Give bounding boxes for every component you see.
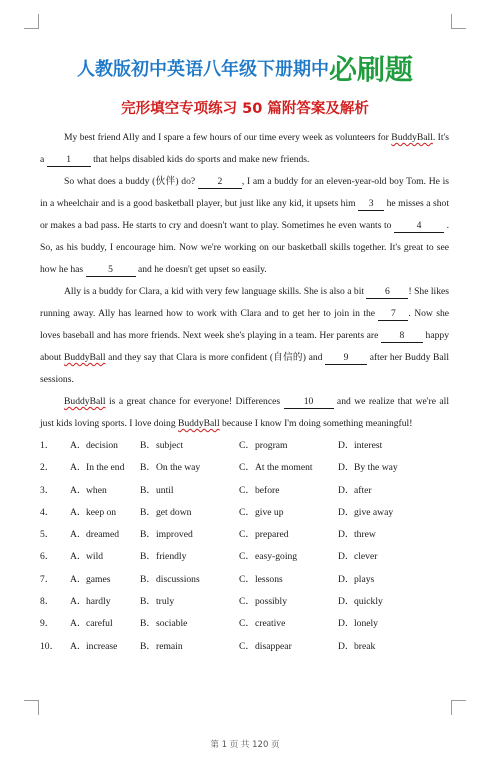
header-title-main: 人教版初中英语八年级下册期中 [76, 59, 329, 80]
question-number: 2． [40, 462, 55, 474]
option-text: games [86, 573, 111, 585]
crop-mark-top-left [24, 14, 39, 29]
option-text: On the way [156, 462, 201, 474]
document-header [0, 48, 490, 84]
passage-text: he misses a shot or makes a bad pass. He starts to cry and doesn't want to play. Sometimes he even wants to [40, 198, 449, 231]
question-number: 9． [40, 618, 55, 630]
option-text: when [86, 484, 107, 496]
option-letter: D． [338, 440, 355, 451]
question-number: 5． [40, 529, 55, 541]
option-letter: D． [338, 484, 355, 496]
option-letter: A． [70, 529, 87, 541]
passage-text: My best friend Ally and I spare a few hours of our time every week as volunteers for [64, 132, 392, 143]
crop-mark-bottom-right [451, 700, 466, 715]
option-text: improved [156, 529, 193, 541]
question-number: 3． [40, 484, 55, 496]
option-letter: A． [70, 573, 87, 585]
blank-2: 2 [198, 176, 242, 189]
option-row [40, 569, 449, 591]
option-letter: B． [140, 573, 156, 585]
option-text: after [354, 484, 372, 496]
option-row [40, 636, 449, 658]
option-letter: B． [140, 484, 156, 496]
passage-text: that helps disabled kids do sports and make new friends. [90, 154, 310, 165]
blank-5: 5 [86, 264, 136, 277]
blank-4: 4 [394, 220, 444, 233]
option-c [239, 457, 338, 479]
option-letter: D． [338, 640, 355, 652]
answer-options [40, 435, 449, 658]
option-d [338, 457, 418, 479]
option-letter: C． [239, 529, 255, 541]
passage-text: . It's a [40, 132, 450, 165]
passage-paragraph-2 [40, 171, 449, 281]
option-letter: C． [239, 484, 255, 496]
option-b [140, 524, 239, 546]
passage-text: So what does a buddy (伙伴) do? [64, 176, 198, 187]
passage-paragraph-4 [40, 391, 449, 435]
option-letter: A． [70, 440, 87, 451]
option-d [338, 524, 418, 546]
option-row [40, 613, 449, 635]
option-text: easy-going [255, 551, 298, 563]
option-a [70, 524, 140, 546]
option-text: truly [156, 596, 175, 608]
option-letter: A． [70, 618, 87, 630]
option-letter: C． [239, 573, 255, 585]
option-letter: D． [338, 462, 355, 474]
option-letter: B． [140, 618, 156, 630]
option-text: interest [354, 440, 383, 451]
option-c [239, 591, 338, 613]
passage-text: is a great chance for everyone! Differences [105, 396, 284, 407]
option-letter: B． [140, 462, 156, 474]
blank-10: 10 [284, 396, 334, 409]
option-letter: D． [338, 618, 355, 630]
option-a [70, 435, 140, 457]
option-text: clever [354, 551, 378, 563]
option-letter: C． [239, 462, 255, 474]
passage-text: happy about [40, 330, 449, 363]
option-text: possibly [255, 596, 287, 608]
blank-3: 3 [358, 198, 384, 211]
option-text: quickly [354, 596, 383, 608]
option-text: increase [86, 640, 118, 652]
question-number: 10． [40, 640, 60, 652]
option-letter: D． [338, 551, 355, 563]
option-c [239, 480, 338, 502]
option-text: give away [354, 506, 394, 518]
option-c [239, 636, 338, 658]
option-text: remain [156, 640, 183, 652]
option-text: prepared [255, 529, 289, 541]
option-a [70, 502, 140, 524]
option-text: keep on [86, 506, 117, 518]
option-d [338, 569, 418, 591]
option-letter: B． [140, 506, 156, 518]
blank-8: 8 [381, 330, 423, 343]
option-text: get down [156, 506, 192, 518]
option-text: plays [354, 573, 375, 585]
brand-name: BuddyBall [178, 418, 220, 429]
option-text: before [255, 484, 280, 496]
passage-text: , I am a buddy for an eleven-year-old boy Tom. He is in a wheelchair and is a good basketball player, but just like any kid, it upsets him [40, 176, 449, 209]
option-text: In the end [86, 462, 125, 474]
option-text: disappear [255, 640, 292, 652]
option-letter: D． [338, 573, 355, 585]
option-letter: C． [239, 596, 255, 608]
document-subtitle: 完形填空专项练习 50 篇附答案及解析 [121, 101, 369, 117]
option-letter: A． [70, 506, 87, 518]
passage-text: Ally is a buddy for Clara, a kid with very few language skills. She is also a bit [64, 286, 367, 297]
passage-paragraph-1 [40, 127, 449, 171]
option-letter: A． [70, 551, 87, 563]
option-d [338, 435, 418, 457]
option-letter: A． [70, 596, 87, 608]
page-footer: 第 1 页 共 120 页 [210, 740, 280, 750]
option-text: careful [86, 618, 113, 630]
option-b [140, 435, 239, 457]
option-letter: B． [140, 596, 156, 608]
question-number: 1． [40, 440, 55, 451]
option-text: lessons [255, 573, 283, 585]
option-text: friendly [156, 551, 187, 563]
brand-name: BuddyBall [64, 396, 106, 407]
option-c [239, 502, 338, 524]
option-a [70, 569, 140, 591]
option-b [140, 591, 239, 613]
option-d [338, 636, 418, 658]
option-b [140, 569, 239, 591]
option-letter: C． [239, 618, 255, 630]
option-letter: C． [239, 440, 255, 451]
option-d [338, 502, 418, 524]
option-a [70, 457, 140, 479]
option-letter: C． [239, 506, 255, 518]
passage-text: and we realize that we're all just kids loving sports. I love doing [40, 396, 449, 429]
header-title-emphasis: 必刷题 [328, 53, 413, 86]
option-a [70, 480, 140, 502]
passage-text: and he doesn't get upset so easily. [135, 264, 267, 275]
option-text: program [255, 440, 288, 451]
passage-paragraph-3 [40, 281, 449, 391]
option-text: creative [255, 618, 286, 630]
crop-mark-top-right [451, 14, 466, 29]
option-a [70, 636, 140, 658]
option-text: threw [354, 529, 376, 541]
exercise-body [40, 127, 449, 658]
option-d [338, 591, 418, 613]
option-d [338, 480, 418, 502]
option-text: subject [156, 440, 184, 451]
passage-text: and they say that Clara is more confident (自信的) and [105, 352, 326, 363]
passage-text: . Now she loves baseball and has more friends. Next week she's playing in a team. Her parents are [40, 308, 449, 341]
question-number: 4． [40, 506, 55, 518]
option-letter: C． [239, 640, 255, 652]
crop-mark-bottom-left [24, 700, 39, 715]
option-row [40, 457, 449, 479]
option-text: until [156, 484, 174, 496]
option-a [70, 546, 140, 568]
option-text: discussions [156, 573, 200, 585]
passage-text: ! She likes running away. Ally has learned how to work with Clara and to get her to join in the [40, 286, 449, 319]
blank-6: 6 [366, 286, 408, 299]
option-text: hardly [86, 596, 111, 608]
blank-7: 7 [378, 308, 408, 321]
option-c [239, 546, 338, 568]
question-number: 6． [40, 551, 55, 563]
option-text: By the way [354, 462, 398, 474]
option-text: decision [86, 440, 118, 451]
option-a [70, 613, 140, 635]
blank-1: 1 [47, 154, 91, 167]
option-d [338, 613, 418, 635]
option-text: dreamed [86, 529, 120, 541]
question-number: 8． [40, 596, 55, 608]
option-c [239, 524, 338, 546]
option-letter: A． [70, 462, 87, 474]
question-number: 7． [40, 573, 55, 585]
option-b [140, 546, 239, 568]
passage-text: because I know I'm doing something meaningful! [219, 418, 413, 429]
option-a [70, 591, 140, 613]
option-c [239, 613, 338, 635]
option-letter: D． [338, 529, 355, 541]
option-text: give up [255, 506, 284, 518]
option-letter: C． [239, 551, 255, 563]
option-text: break [354, 640, 376, 652]
option-b [140, 457, 239, 479]
brand-name: BuddyBall [63, 352, 106, 363]
option-letter: B． [140, 551, 156, 563]
option-letter: D． [338, 506, 355, 518]
option-row [40, 591, 449, 613]
option-row [40, 524, 449, 546]
option-text: At the moment [255, 462, 313, 474]
option-c [239, 569, 338, 591]
option-text: sociable [156, 618, 188, 630]
option-b [140, 502, 239, 524]
option-row [40, 502, 449, 524]
option-text: lonely [354, 618, 378, 630]
option-b [140, 636, 239, 658]
option-letter: A． [70, 640, 87, 652]
option-letter: A． [70, 484, 87, 496]
option-row [40, 480, 449, 502]
option-c [239, 435, 338, 457]
passage-text: after her Buddy Ball sessions. [40, 352, 449, 385]
option-b [140, 480, 239, 502]
blank-9: 9 [325, 352, 367, 365]
option-row [40, 546, 449, 568]
option-text: wild [86, 551, 104, 563]
option-b [140, 613, 239, 635]
option-letter: B． [140, 440, 156, 451]
brand-name: BuddyBall [391, 132, 433, 143]
option-row [40, 435, 449, 457]
option-letter: D． [338, 596, 355, 608]
option-letter: B． [140, 640, 156, 652]
passage-text: . So, as his buddy, I encourage him. Now we're working on our basketball skills together. It's great to see how he has [40, 220, 450, 275]
option-d [338, 546, 418, 568]
option-letter: B． [140, 529, 156, 541]
